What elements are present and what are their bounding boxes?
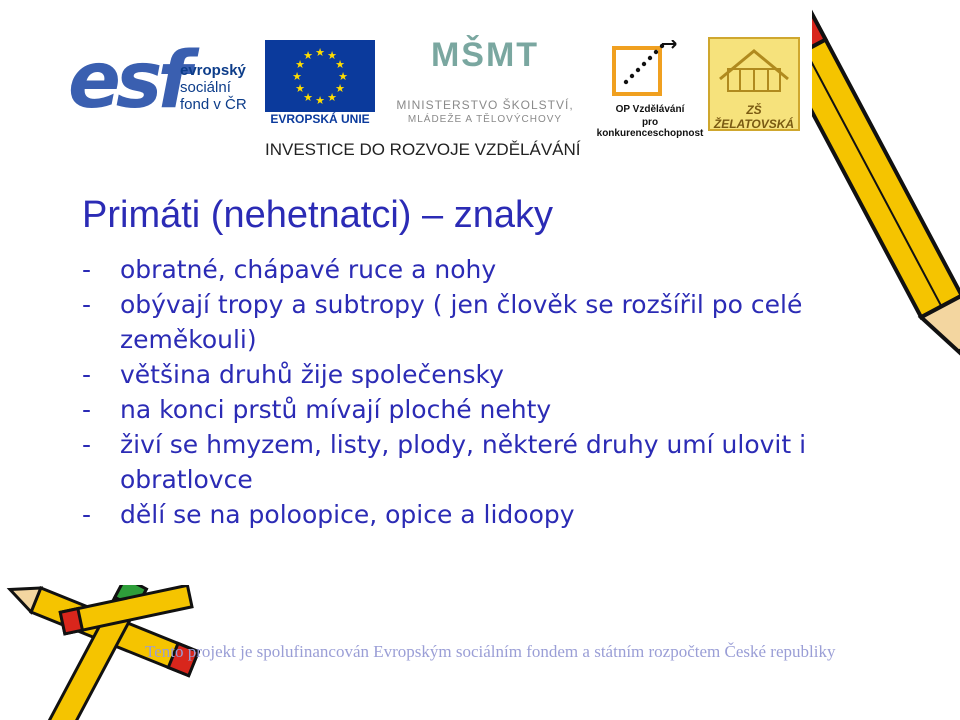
esf-logo-text [180, 62, 247, 113]
bullet-list [82, 252, 862, 532]
esf-letters: esf [68, 36, 187, 126]
eu-label: EVROPSKÁ UNIE [270, 112, 370, 126]
svg-text:★: ★ [315, 46, 325, 59]
opvk-emblem-icon [592, 40, 708, 102]
eu-logo [265, 40, 375, 130]
bullet-item: - dělí se na poloopice, opice a lidoopy [82, 497, 862, 532]
school-label: ZŠ ŽELATOVSKÁ [713, 103, 795, 131]
msmt-mark: MŠMT [430, 36, 540, 74]
svg-text:★: ★ [303, 49, 313, 62]
eu-flag [265, 40, 375, 112]
svg-text:★: ★ [335, 58, 345, 71]
opvk-line-1: OP Vzdělávání [615, 104, 685, 115]
msmt-line-2: MLÁDEŽE A TĚLOVÝCHOVY [407, 114, 563, 125]
msmt-logo [385, 36, 585, 132]
bullet-item: - obratné, chápavé ruce a nohy [82, 252, 862, 287]
investice-strip-text: INVESTICE DO ROZVOJE VZDĚLÁVÁNÍ [265, 140, 581, 159]
svg-text:★: ★ [338, 70, 348, 83]
bullet-item: - živí se hmyzem, listy, plody, některé druhy umí ulovit i obratlovce [82, 427, 862, 497]
svg-text:★: ★ [292, 70, 302, 83]
svg-text:★: ★ [327, 49, 337, 62]
msmt-line-1: MINISTERSTVO ŠKOLSTVÍ, [396, 98, 574, 112]
svg-text:★: ★ [335, 82, 345, 95]
esf-line-2: sociální [180, 79, 231, 96]
opvk-line-2: pro konkurenceschopnost [596, 117, 704, 139]
svg-text:★: ★ [295, 58, 305, 71]
svg-text:★: ★ [315, 94, 325, 107]
school-building-icon [710, 39, 798, 99]
school-logo [708, 37, 800, 131]
bullet-item: - obývají tropy a subtropy ( jen člověk se rozšířil po celé zeměkouli) [82, 287, 862, 357]
esf-line-1: evropský [180, 62, 246, 79]
svg-text:★: ★ [303, 91, 313, 104]
esf-line-3: fond v ČR [180, 96, 247, 113]
eu-stars-icon [265, 40, 375, 112]
bullet-item: - většina druhů žije společensky [82, 357, 862, 392]
opvk-logo [592, 40, 708, 139]
esf-logo [68, 36, 260, 130]
footer-note: Tento projekt je spolufinancován Evropským sociálním fondem a státním rozpočtem České republiky [145, 642, 836, 661]
svg-text:★: ★ [327, 91, 337, 104]
svg-text:★: ★ [295, 82, 305, 95]
slide-title: Primáti (nehetnatci) – znaky [82, 194, 553, 236]
bullet-item: - na konci prstů mívají ploché nehty [82, 392, 862, 427]
